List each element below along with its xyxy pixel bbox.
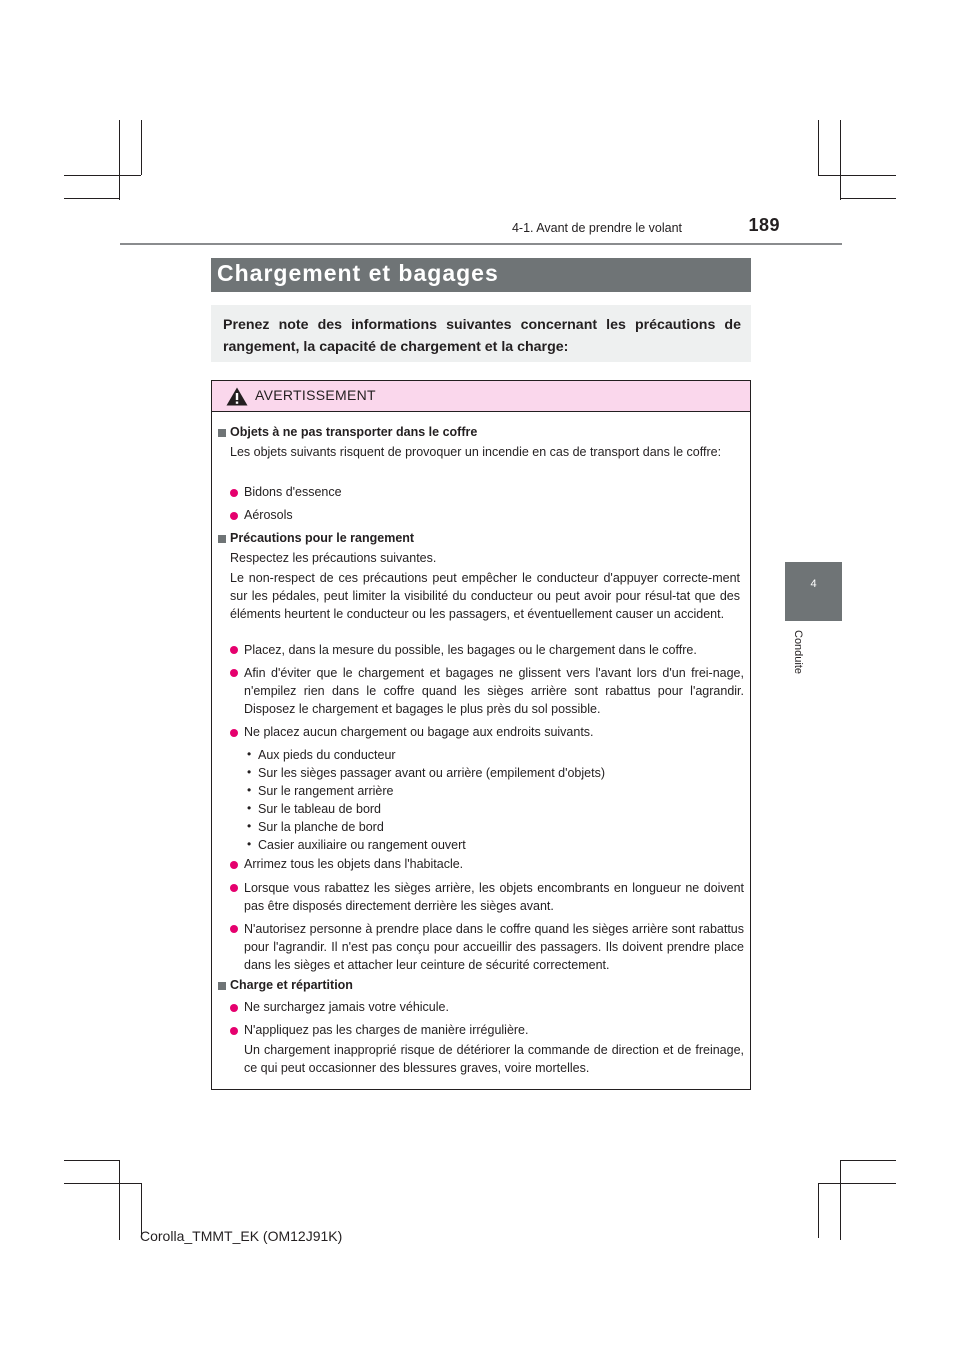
location-item: Casier auxiliaire ou rangement ouvert: [258, 838, 466, 852]
bullet-dot-icon: [230, 1004, 238, 1012]
section-text: Les objets suivants risquent de provoquer un incendie en cas de transport dans le coffre:: [230, 445, 722, 459]
small-bullet-icon: •: [247, 783, 252, 797]
list-item: Ne surchargez jamais votre véhicule.: [244, 1000, 449, 1014]
crop-mark: [141, 120, 142, 175]
small-bullet-icon: •: [247, 747, 252, 761]
crop-mark: [119, 1160, 120, 1240]
small-bullet-icon: •: [247, 819, 252, 833]
location-item: Aux pieds du conducteur: [258, 748, 396, 762]
section-text: Respectez les précautions suivantes.: [230, 551, 437, 565]
location-item: Sur les sièges passager avant ou arrière (empilement d'objets): [258, 766, 606, 780]
section-text: Le non-respect de ces précautions peut empêcher le conducteur d'appuyer correcte-ment sur les pédales, peut limiter la visibilité du conducteur ou peut avoir pour résul-tat que des éléments heurtent le conducteur ou les passagers, et éventuellement causer un accident.: [230, 571, 740, 621]
footer-doc-code: Corolla_TMMT_EK (OM12J91K): [140, 1228, 343, 1244]
crop-mark: [840, 198, 896, 199]
list-item: Arrimez tous les objets dans l'habitacle.: [244, 857, 464, 871]
crop-mark: [818, 120, 819, 175]
chapter-tab: [785, 562, 842, 621]
bullet-dot-icon: [230, 669, 238, 677]
intro-text: Prenez note des informations suivantes concernant les précautions de rangement, la capacité de chargement et la charge:: [223, 317, 741, 355]
list-item: Afin d'éviter que le chargement et bagages ne glissent vers l'avant lors d'un frei-nage, n'empilez rien dans le coffre quand les sièges arrière sont rabattus pour l'agrandir. Disposez le chargement et bagages le plus près du sol possible.: [244, 666, 744, 716]
bullet-dot-icon: [230, 1027, 238, 1035]
warning-box: [211, 380, 751, 1090]
chapter-number: 4: [810, 578, 817, 590]
list-item: N'appliquez pas les charges de manière irrégulière.: [244, 1023, 529, 1037]
crop-mark: [818, 1183, 896, 1184]
page-title-bar: [211, 258, 751, 292]
section-heading: Précautions pour le rangement: [230, 531, 415, 545]
page-number: 189: [748, 215, 780, 235]
bullet-dot-icon: [230, 925, 238, 933]
list-item: Placez, dans la mesure du possible, les bagages ou le chargement dans le coffre.: [244, 643, 697, 657]
bullet-dot-icon: [230, 884, 238, 892]
small-bullet-icon: •: [247, 765, 252, 779]
crop-mark: [64, 198, 120, 199]
crop-mark: [64, 1183, 141, 1184]
list-item: N'autorisez personne à prendre place dans le coffre quand les sièges arrière sont rabattus pour l'agrandir. Il n'est pas conçu pour accueillir des passagers. Ils doivent prendre place dans les sièges et attacher leur ceinture de sécurité correctement.: [244, 922, 744, 972]
square-bullet-icon: [218, 429, 226, 437]
section-label: 4-1. Avant de prendre le volant: [511, 221, 682, 235]
chapter-name: Conduite: [792, 630, 804, 675]
intro-box: [211, 305, 751, 362]
list-item-detail: Un chargement inapproprié risque de détériorer la commande de direction et de freinage, ce qui peut occasionner des blessures graves, voire mortelles.: [244, 1043, 744, 1075]
crop-mark: [64, 175, 141, 176]
header-divider: [120, 243, 842, 245]
list-item: Aérosols: [244, 508, 293, 522]
small-bullet-icon: •: [247, 801, 252, 815]
page-title: Chargement et bagages: [217, 260, 499, 286]
list-item: Lorsque vous rabattez les sièges arrière, les objets encombrants en longueur ne doivent pas être disposés directement derrière les sièges avant.: [244, 881, 744, 913]
crop-mark: [840, 1160, 896, 1161]
crop-mark: [840, 120, 841, 200]
location-item: Sur le tableau de bord: [258, 802, 382, 816]
list-item: Bidons d'essence: [244, 485, 342, 499]
crop-mark: [840, 1160, 841, 1240]
location-item: Sur le rangement arrière: [258, 784, 394, 798]
crop-mark: [119, 120, 120, 200]
bullet-dot-icon: [230, 512, 238, 520]
warning-title: AVERTISSEMENT: [255, 387, 376, 403]
square-bullet-icon: [218, 535, 226, 543]
small-bullet-icon: •: [247, 837, 252, 851]
bullet-dot-icon: [230, 489, 238, 497]
crop-mark: [818, 175, 896, 176]
bullet-dot-icon: [230, 646, 238, 654]
list-item: Ne placez aucun chargement ou bagage aux endroits suivants.: [244, 725, 594, 739]
bullet-dot-icon: [230, 729, 238, 737]
location-item: Sur la planche de bord: [258, 820, 384, 834]
section-heading: Objets à ne pas transporter dans le coffre: [230, 425, 478, 439]
warning-content: [212, 381, 750, 1089]
bullet-dot-icon: [230, 861, 238, 869]
crop-mark: [818, 1183, 819, 1238]
square-bullet-icon: [218, 982, 226, 990]
crop-mark: [64, 1160, 120, 1161]
section-heading: Charge et répartition: [230, 978, 353, 992]
